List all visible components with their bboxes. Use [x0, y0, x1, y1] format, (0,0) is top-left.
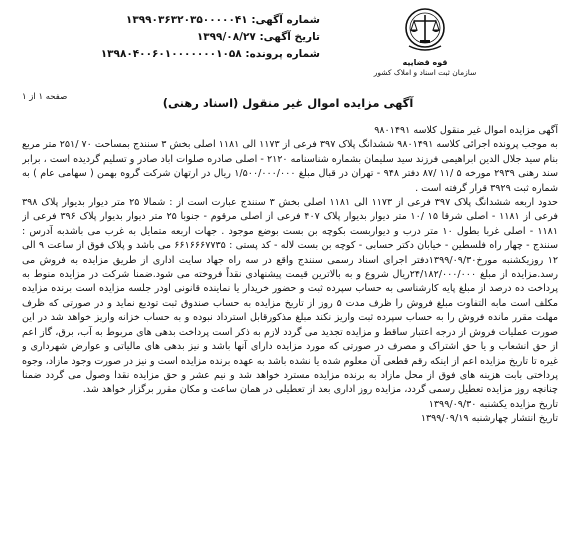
notice-date-row [20, 29, 320, 46]
notice-number-label: شماره آگهی: [251, 14, 320, 26]
notice-dates [22, 398, 558, 427]
auction-date-row [22, 398, 558, 412]
notice-date-label: تاریخ آگهی: [259, 31, 320, 43]
notice-title: آگهی مزایده اموال غیر منقول (اسناد رهنی) [162, 96, 414, 110]
property-paragraph: به موجب پرونده اجرائی کلاسه ۹۸۰۱۴۹۱ ششدانگ پلاک ۳۹۷ فرعی از ۱۱۷۳ الی ۱۱۸۱ اصلی بخش ۳ سنندج بمساحت ۷۰ /۲۵۱ متر مربع بنام سید جلال الدین ابراهیمی فرزند سید سلیمان بشماره شناسنامه ۲۱۲۰ - اصلی صادره صلوات اباد صادر و تسلیم گردیده است ، برابر سند رهنی ۲۹۳۹ مورخه ۵ /۱۱ /۸۷ دفتر ۹۴۸ - تهران در قبال مبلغ ۱/۵۰۰/۰۰۰/۰۰۰ ریال در ارتهان شرکت گروه بهمن ( سهامی عام ) به شماره ثبت ۳۹۲۹ قرار گرفته است . [22, 139, 558, 194]
boundaries-terms-paragraph: حدود اربعه ششدانگ پلاک ۳۹۷ فرعی از ۱۱۷۳ الی ۱۱۸۱ اصلی بخش ۳ سنندج عبارت است از : شمالا ۲۵ متر دیوار بدیوار پلاک ۳۹۸ فرعی از ۱۱۸۱ - اصلی شرقا ۱۵ /۱۰ متر دیوار بدیوار پلاک ۴۰۷ فرعی از اصلی مرقوم - جنوبا ۲۵ متر دیوار بدیوار پلاک ۳۹۶ فرعی از ۱۱۸۱ - اصلی غربا بطول ۱۰ متر درب و دیواربست بکوچه بن بست بوضع موجود . جهات اربعه متمایل به غرب می باشدبه آدرس : سنندج - چهار راه فلسطین - خیابان دکتر حسابی - کوچه بن بست لاله - کد پستی : ۶۶۱۶۶۶۷۷۳۵ می باشد و پلاک فوق از ساعت ۹ الی ۱۲ روزیکشنبه مورخ۱۳۹۹/۰۹/۳۰دفتر اجرای اسناد رسمی سنندج واقع در سه راه جهاد سایت اداری از طریق مزایده به فروش می رسد.مزایده از مبلغ ۲۴/۱۸۲/۰۰۰/۰۰۰ریال شروع و به بالاترین قیمت پیشنهادی نقداً فروخته می شود.ضمنا شرکت در مزایده منوط به پرداخت ده درصد از مبلغ پایه کارشناسی به حساب سپرده ثبت و حضور خریدار یا نماینده قانونی اودر جلسه مزایده است برنده مزایده مکلف است مابه التفاوت مبلغ فروش را ظرف مدت ۵ روز از تاریخ مزایده به حساب صندوق ثبت تودیع نماید و در صورتی که ظرف مهلت مقرر مانده فروش را به حساب سپرده ثبت واریز نکند مبلغ مذکورقابل استرداد نبوده و به حساب خزانه واریز خواهد شد در این صورت عملیات فروش از درجه اعتبار ساقط و مزایده تجدید می گردد لازم به ذکر است پرداخت بدهی های مربوط به آب، برق، گاز اعم از حق انشعاب و یا حق اشتراک و مصرف در صورتی که مورد مزایده دارای آنها باشد و نیز بدهی های مالیاتی و عوارض شهرداری و غیره تا تاریخ مزایده اعم از اینکه رقم قطعی آن معلوم شده یا نشده باشد به عهده برنده مزایده است و نیز در صورت وجود مازاد، وجوه پرداختی بابت هزینه های فوق از محل مازاد به برنده مزایده مسترد خواهد شد و نیم عشر و حق مزایده نقدا وصول می گردد ضمنا چنانچه روز مزایده تعطیل رسمی گردد، مزایده روز اداری بعد از تعطیلی در همان ساعت و مکان مقرر برگزار خواهد شد. [22, 197, 558, 396]
publish-date-label: تاریخ انتشار چهارشنبه [471, 413, 558, 425]
notice-number: ۱۳۹۹۰۳۶۳۲۰۳۵۰۰۰۰۰۴۱ [125, 14, 248, 26]
page-number: صفحه ۱ از ۱ [22, 92, 68, 102]
judiciary-emblem [360, 6, 490, 90]
judiciary-name: قوه قضاییه [402, 58, 448, 67]
notice-date: ۱۳۹۹/۰۸/۲۷ [196, 31, 256, 43]
notice-meta [20, 12, 320, 63]
file-number-row [20, 46, 320, 63]
notice-number-row [20, 12, 320, 29]
publish-date-row [22, 412, 558, 426]
case-class-line: آگهی مزایده اموال غیر منقول کلاسه ۹۸۰۱۴۹۱ [374, 125, 558, 136]
auction-date: ۱۳۹۹/۰۹/۳۰ [428, 398, 477, 410]
file-number-label: شماره پرونده: [245, 48, 320, 60]
notice-body [22, 124, 558, 544]
registration-organization-name: سازمان ثبت اسناد و املاک کشور [373, 68, 477, 77]
publish-date: ۱۳۹۹/۰۹/۱۹ [420, 413, 469, 425]
auction-date-label: تاریخ مزایده یکشنبه [479, 398, 558, 410]
scales-emblem-icon [403, 6, 447, 56]
file-number: ۱۳۹۸۰۴۰۰۶۰۱۰۰۰۰۰۰۰۱۰۵۸ [100, 48, 242, 60]
